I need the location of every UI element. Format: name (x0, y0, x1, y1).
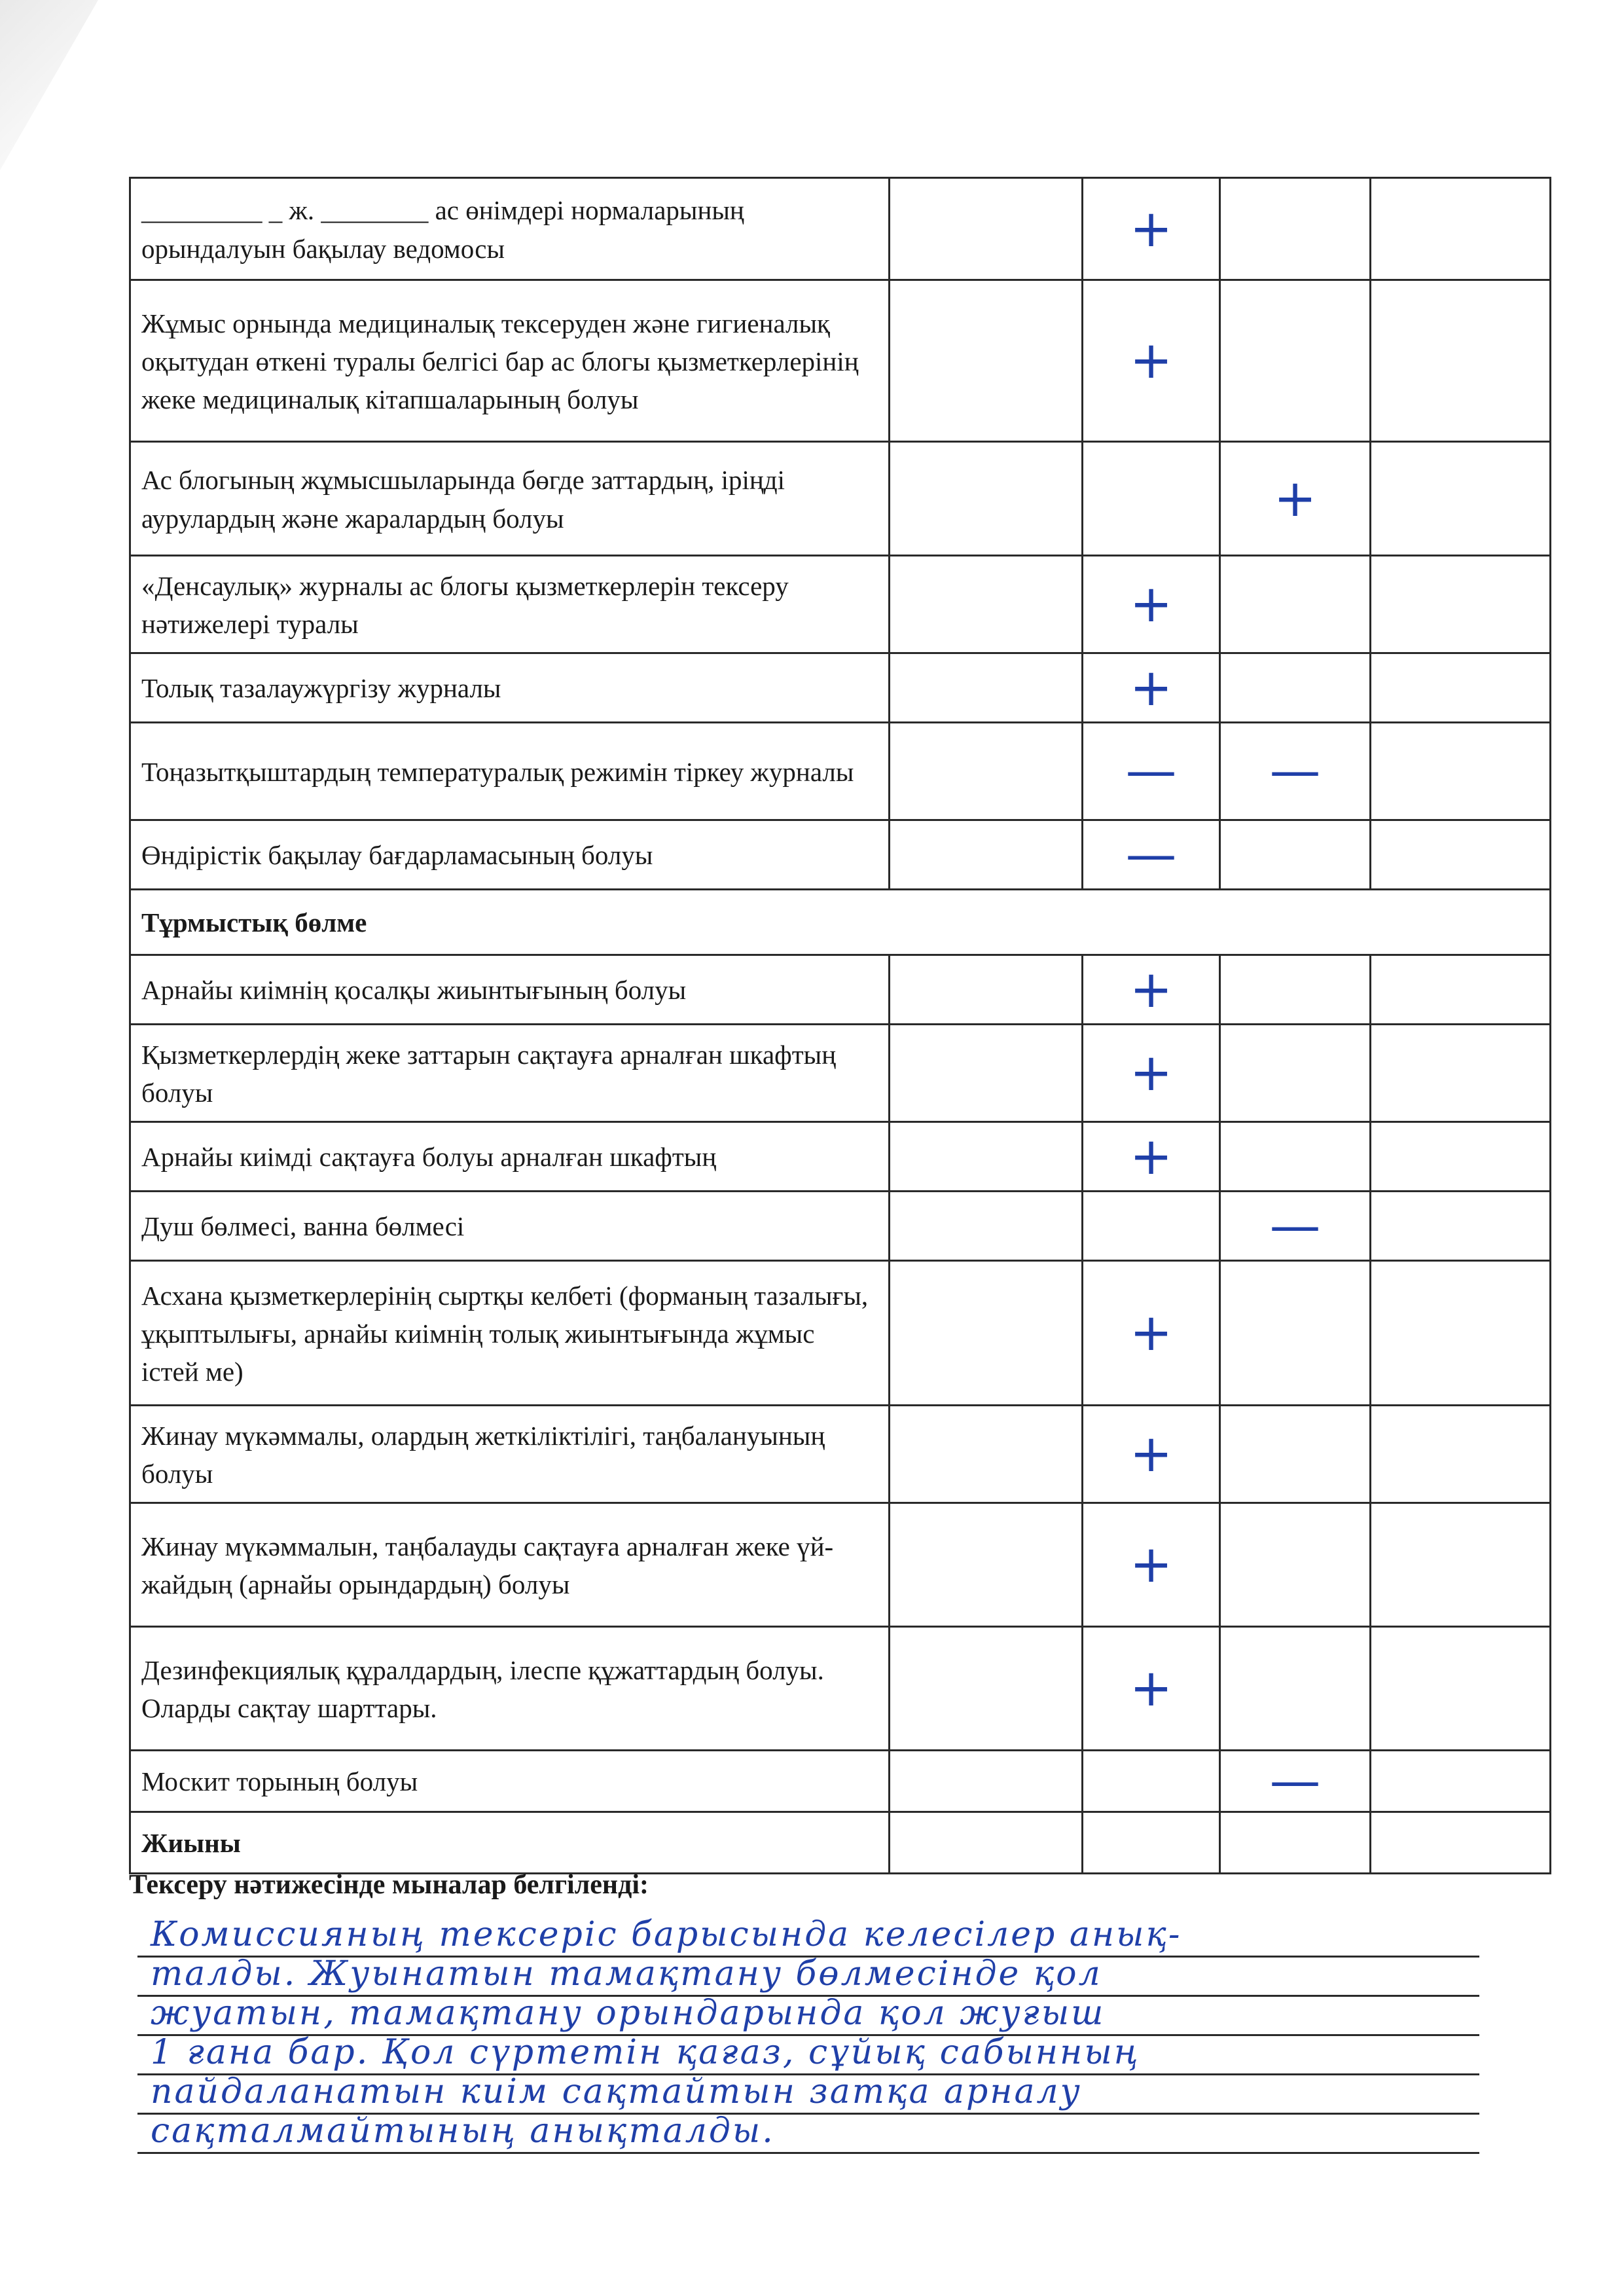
table-row (130, 723, 1551, 820)
handwritten-text: пайдаланатын киім сақтайтын затқа арналу (151, 2072, 1082, 2111)
table-row (130, 653, 1551, 723)
empty-cell (890, 1406, 1083, 1503)
criterion-label: Қызметкерлердің жеке заттарын сақтауға арналған шкафтың болуы (130, 1025, 890, 1122)
empty-cell (1371, 1812, 1551, 1874)
empty-cell (890, 1025, 1083, 1122)
empty-cell (890, 280, 1083, 442)
empty-cell (1371, 178, 1551, 280)
plus-mark: + (1083, 1503, 1220, 1627)
empty-cell (1083, 1812, 1220, 1874)
criterion-label: Жиыны (130, 1812, 890, 1874)
empty-cell (890, 1503, 1083, 1627)
empty-cell (890, 723, 1083, 820)
criterion-label: Асхана қызметкерлерінің сыртқы келбеті (форманың тазалығы, ұқыптылығы, арнайы киімнің толық жиынтығында жұмыс істей ме) (130, 1261, 890, 1406)
empty-cell (1371, 1261, 1551, 1406)
dash-mark: — (1220, 1751, 1371, 1812)
plus-mark: + (1083, 1025, 1220, 1122)
empty-cell (1371, 1122, 1551, 1192)
note-line (137, 1954, 1479, 1997)
table-row (130, 556, 1551, 653)
table-row (130, 1751, 1551, 1812)
empty-cell (1220, 820, 1371, 890)
criterion-label: Жұмыс орнында медициналық тексеруден және гигиеналық оқытудан өткені туралы белгісі бар ас блогы қызметкерлерінің жеке медициналық кітапшаларының болуы (130, 280, 890, 442)
criterion-label: Тоңазытқыштардың температуралық режимін тіркеу журналы (130, 723, 890, 820)
empty-cell (1371, 556, 1551, 653)
total-row (130, 1812, 1551, 1874)
note-line (137, 2033, 1479, 2075)
criterion-label: Арнайы киімді сақтауға болуы арналған шкафтың (130, 1122, 890, 1192)
empty-cell (1371, 820, 1551, 890)
empty-cell (1371, 1192, 1551, 1261)
table-row (130, 820, 1551, 890)
handwritten-text: талды. Жуынатын тамақтану бөлмесінде қол (151, 1954, 1102, 1994)
empty-cell (1220, 1406, 1371, 1503)
empty-cell (890, 653, 1083, 723)
empty-cell (1371, 1025, 1551, 1122)
empty-cell (1083, 1192, 1220, 1261)
dash-mark: — (1083, 820, 1220, 890)
empty-cell (1220, 955, 1371, 1025)
empty-cell (890, 1627, 1083, 1751)
note-line (137, 2111, 1479, 2154)
plus-mark: + (1083, 280, 1220, 442)
table-row (130, 442, 1551, 556)
table-row (130, 1406, 1551, 1503)
empty-cell (1220, 1025, 1371, 1122)
plus-mark: + (1083, 1261, 1220, 1406)
empty-cell (1220, 1261, 1371, 1406)
empty-cell (1371, 955, 1551, 1025)
criterion-label: Ас блогының жұмысшыларында бөгде заттардың, іріңді аурулардың және жаралардың болуы (130, 442, 890, 556)
results-label: Тексеру нәтижесінде мыналар белгіленді: (129, 1870, 649, 1900)
plus-mark: + (1083, 1627, 1220, 1751)
empty-cell (1220, 1503, 1371, 1627)
empty-cell (1371, 653, 1551, 723)
note-line (137, 1915, 1479, 1958)
empty-cell (890, 1812, 1083, 1874)
table-row (130, 1192, 1551, 1261)
empty-cell (1371, 1503, 1551, 1627)
criterion-label: _________ _ ж. ________ ас өнімдері нормаларының орындалуын бақылау ведомосы (130, 178, 890, 280)
criterion-label: Жинау мүкәммалын, таңбалауды сақтауға арналған жеке үй-жайдың (арнайы орындардың) болуы (130, 1503, 890, 1627)
dash-mark: — (1220, 723, 1371, 820)
plus-mark: + (1083, 178, 1220, 280)
criterion-label: «Денсаулық» журналы ас блогы қызметкерлерін тексеру нәтижелері туралы (130, 556, 890, 653)
handwritten-notes (137, 1915, 1479, 2154)
plus-mark: + (1083, 955, 1220, 1025)
criterion-label: Өндірістік бақылау бағдарламасының болуы (130, 820, 890, 890)
empty-cell (1220, 653, 1371, 723)
dash-mark: — (1220, 1192, 1371, 1261)
empty-cell (1371, 1627, 1551, 1751)
criterion-label: Толық тазалаужүргізу журналы (130, 653, 890, 723)
criterion-label: Жинау мүкәммалы, олардың жеткіліктілігі, таңбалануының болуы (130, 1406, 890, 1503)
empty-cell (890, 1122, 1083, 1192)
table-row (130, 1627, 1551, 1751)
empty-cell (1220, 1812, 1371, 1874)
empty-cell (1371, 442, 1551, 556)
plus-mark: + (1083, 1122, 1220, 1192)
empty-cell (890, 955, 1083, 1025)
empty-cell (890, 1192, 1083, 1261)
table-row (130, 280, 1551, 442)
plus-mark: + (1220, 442, 1371, 556)
table-row (130, 1261, 1551, 1406)
plus-mark: + (1083, 653, 1220, 723)
section-title: Тұрмыстық бөлме (130, 890, 1551, 955)
note-line (137, 2072, 1479, 2115)
criterion-label: Арнайы киімнің қосалқы жиынтығының болуы (130, 955, 890, 1025)
empty-cell (890, 1261, 1083, 1406)
handwritten-text: Комиссияның тексеріс барысында келесілер анық- (151, 1915, 1182, 1954)
plus-mark: + (1083, 556, 1220, 653)
folded-corner (0, 0, 98, 170)
handwritten-text: жуатын, тамақтану орындарында қол жуғыш (151, 1994, 1106, 2033)
empty-cell (1371, 280, 1551, 442)
inspection-table (129, 177, 1551, 1874)
note-line (137, 1994, 1479, 2036)
empty-cell (1083, 442, 1220, 556)
criterion-label: Душ бөлмесі, ванна бөлмесі (130, 1192, 890, 1261)
dash-mark: — (1083, 723, 1220, 820)
table-row (130, 955, 1551, 1025)
empty-cell (890, 820, 1083, 890)
criterion-label: Дезинфекциялық құралдардың, ілеспе құжаттардың болуы. Оларды сақтау шарттары. (130, 1627, 890, 1751)
table-row (130, 1025, 1551, 1122)
empty-cell (1220, 1627, 1371, 1751)
empty-cell (1371, 1751, 1551, 1812)
empty-cell (890, 442, 1083, 556)
criterion-label: Москит торының болуы (130, 1751, 890, 1812)
empty-cell (1371, 723, 1551, 820)
plus-mark: + (1083, 1406, 1220, 1503)
empty-cell (1083, 1751, 1220, 1812)
handwritten-text: 1 ғана бар. Қол сүртетін қағаз, сұйық сабынның (151, 2033, 1140, 2072)
empty-cell (890, 556, 1083, 653)
empty-cell (890, 1751, 1083, 1812)
table-row (130, 1122, 1551, 1192)
section-row (130, 890, 1551, 955)
empty-cell (1220, 280, 1371, 442)
table-row (130, 178, 1551, 280)
empty-cell (1220, 178, 1371, 280)
empty-cell (890, 178, 1083, 280)
empty-cell (1220, 556, 1371, 653)
empty-cell (1220, 1122, 1371, 1192)
handwritten-text: сақталмайтының анықталды. (151, 2111, 775, 2151)
table-row (130, 1503, 1551, 1627)
empty-cell (1371, 1406, 1551, 1503)
